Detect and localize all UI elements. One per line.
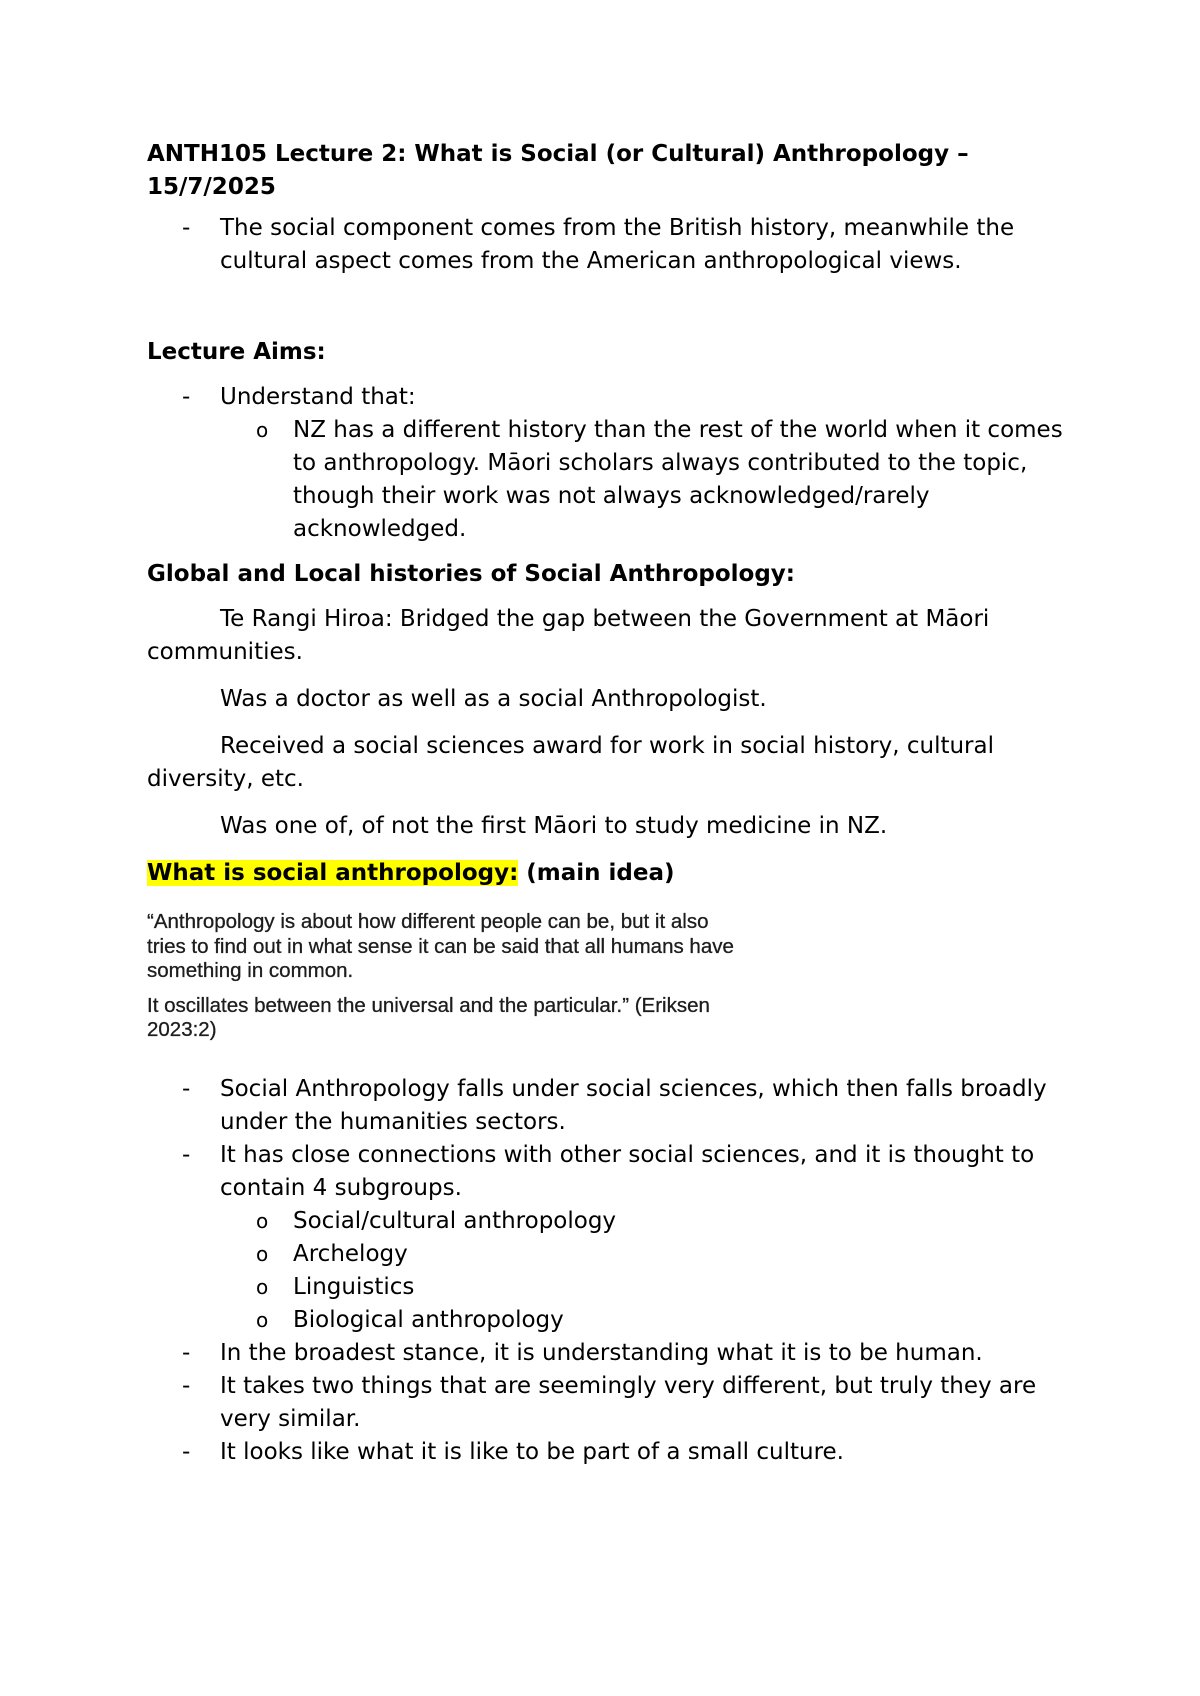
quote-line: “Anthropology is about how different people can be, but it also xyxy=(147,910,709,933)
heading-note: (main idea) xyxy=(518,860,675,886)
circle-marker: o xyxy=(256,1208,269,1233)
subgroup-text: Social/cultural anthropology xyxy=(293,1207,617,1234)
list-item xyxy=(147,1139,1080,1337)
dash-marker: - xyxy=(182,384,191,410)
bullet-text: In the broadest stance, it is understanding what it is to be human. xyxy=(220,1339,983,1366)
sub-bullet-text: NZ has a different history than the rest of the world when it comes to anthropology. Māori scholars always contributed to the topic, though their work was not always acknowledged/rarely acknowledged. xyxy=(293,417,1063,542)
what-is-heading xyxy=(147,857,1080,890)
histories-heading: Global and Local histories of Social Anthropology: xyxy=(147,561,795,587)
circle-marker: o xyxy=(256,1241,269,1266)
subgroup-text: Archelogy xyxy=(293,1240,408,1267)
dash-marker: - xyxy=(182,215,191,241)
history-paragraph: Was one of, of not the first Māori to study medicine in NZ. xyxy=(220,813,888,839)
list-item xyxy=(147,381,1080,546)
quote-line: It oscillates between the universal and the particular.” (Eriksen xyxy=(147,993,710,1017)
subgroup-text: Linguistics xyxy=(293,1273,415,1300)
list-item xyxy=(147,1436,1080,1469)
eriksen-quote-image xyxy=(147,910,867,1043)
circle-marker: o xyxy=(256,1274,269,1299)
subgroups-list xyxy=(220,1205,1080,1337)
lecture-aims-heading: Lecture Aims: xyxy=(147,339,326,365)
sub-list-item xyxy=(220,1238,1080,1271)
circle-marker: o xyxy=(256,418,269,442)
sub-list-item xyxy=(220,1304,1080,1337)
history-paragraph: Received a social sciences award for work in social history, cultural diversity, etc. xyxy=(147,733,994,792)
bullet-text: The social component comes from the British history, meanwhile the cultural aspect comes from the American anthropological views. xyxy=(220,215,1015,274)
sub-list-item xyxy=(220,1271,1080,1304)
bullet-text: Social Anthropology falls under social sciences, which then falls broadly under the humanities sectors. xyxy=(220,1075,1047,1135)
circle-marker: o xyxy=(256,1307,269,1332)
history-paragraph: Te Rangi Hiroa: Bridged the gap between the Government at Māori communities. xyxy=(147,606,990,665)
dash-marker: - xyxy=(182,1438,191,1465)
anthropology-bullet-list xyxy=(147,1073,1080,1469)
lecture-aims-sublist xyxy=(220,414,1080,546)
history-paragraph: Was a doctor as well as a social Anthropologist. xyxy=(220,686,767,712)
quote-gap xyxy=(147,984,867,994)
dash-marker: - xyxy=(182,1372,191,1399)
list-item xyxy=(147,1370,1080,1436)
bullet-text: Understand that: xyxy=(220,384,416,410)
bullet-text: It takes two things that are seemingly very different, but truly they are very similar. xyxy=(220,1372,1037,1432)
list-item xyxy=(147,1337,1080,1370)
list-item xyxy=(147,212,1080,278)
bullet-text: It has close connections with other social sciences, and it is thought to contain 4 subgroups. xyxy=(220,1141,1035,1201)
intro-bullet-list xyxy=(147,212,1080,278)
list-item xyxy=(147,1073,1080,1139)
dash-marker: - xyxy=(182,1141,191,1168)
lecture-aims-list xyxy=(147,381,1080,546)
dash-marker: - xyxy=(182,1339,191,1366)
dash-marker: - xyxy=(182,1075,191,1102)
sub-list-item xyxy=(220,414,1080,546)
quote-line: 2023:2) xyxy=(147,1018,217,1041)
subgroup-text: Biological anthropology xyxy=(293,1306,564,1333)
quote-line: tries to find out in what sense it can be said that all humans have xyxy=(147,934,734,958)
document-title: ANTH105 Lecture 2: What is Social (or Cultural) Anthropology – 15/7/2025 xyxy=(147,141,969,200)
highlighted-heading-text: What is social anthropology: xyxy=(147,860,519,886)
quote-line: something in common. xyxy=(147,959,354,982)
bullet-text: It looks like what it is like to be part of a small culture. xyxy=(220,1438,844,1465)
sub-list-item xyxy=(220,1205,1080,1238)
